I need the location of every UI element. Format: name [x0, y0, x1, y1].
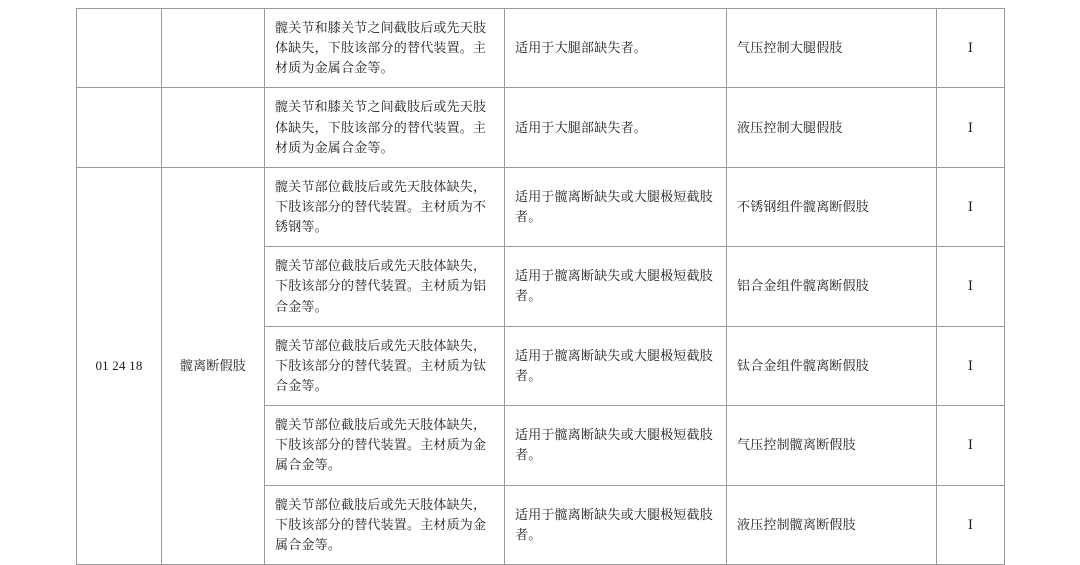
- cell-product: 铝合金组件髋离断假肢: [727, 247, 937, 326]
- cell-category: Ⅰ: [937, 88, 1005, 167]
- cell-product: 气压控制大腿假肢: [727, 9, 937, 88]
- table-row: [77, 88, 1005, 167]
- classification-table-container: [76, 8, 1004, 565]
- cell-name: [162, 88, 265, 167]
- cell-code: [77, 9, 162, 88]
- cell-application: 适用于大腿部缺失者。: [505, 9, 727, 88]
- cell-category: Ⅰ: [937, 167, 1005, 246]
- cell-description: 髋关节部位截肢后或先天肢体缺失，下肢该部分的替代装置。主材质为钛合金等。: [265, 326, 505, 405]
- cell-description: 髋关节部位截肢后或先天肢体缺失，下肢该部分的替代装置。主材质为铝合金等。: [265, 247, 505, 326]
- cell-category: Ⅰ: [937, 406, 1005, 485]
- cell-product: 液压控制大腿假肢: [727, 88, 937, 167]
- cell-category: Ⅰ: [937, 326, 1005, 405]
- cell-description: 髋关节和膝关节之间截肢后或先天肢体缺失，下肢该部分的替代装置。主材质为金属合金等。: [265, 9, 505, 88]
- cell-application: 适用于髋离断缺失或大腿极短截肢者。: [505, 247, 727, 326]
- cell-category: Ⅰ: [937, 9, 1005, 88]
- cell-application: 适用于髋离断缺失或大腿极短截肢者。: [505, 326, 727, 405]
- cell-name-merged: 髋离断假肢: [162, 167, 265, 564]
- cell-application: 适用于大腿部缺失者。: [505, 88, 727, 167]
- cell-product: 不锈钢组件髋离断假肢: [727, 167, 937, 246]
- cell-application: 适用于髋离断缺失或大腿极短截肢者。: [505, 406, 727, 485]
- cell-description: 髋关节和膝关节之间截肢后或先天肢体缺失，下肢该部分的替代装置。主材质为金属合金等。: [265, 88, 505, 167]
- cell-description: 髋关节部位截肢后或先天肢体缺失，下肢该部分的替代装置。主材质为金属合金等。: [265, 406, 505, 485]
- cell-product: 钛合金组件髋离断假肢: [727, 326, 937, 405]
- cell-product: 液压控制髋离断假肢: [727, 485, 937, 564]
- table-row: [77, 167, 1005, 246]
- cell-application: 适用于髋离断缺失或大腿极短截肢者。: [505, 485, 727, 564]
- classification-table: [76, 8, 1005, 565]
- cell-code: [77, 88, 162, 167]
- cell-category: Ⅰ: [937, 485, 1005, 564]
- cell-category: Ⅰ: [937, 247, 1005, 326]
- cell-name: [162, 9, 265, 88]
- cell-application: 适用于髋离断缺失或大腿极短截肢者。: [505, 167, 727, 246]
- cell-description: 髋关节部位截肢后或先天肢体缺失，下肢该部分的替代装置。主材质为金属合金等。: [265, 485, 505, 564]
- cell-code-merged: 01 24 18: [77, 167, 162, 564]
- cell-description: 髋关节部位截肢后或先天肢体缺失，下肢该部分的替代装置。主材质为不锈钢等。: [265, 167, 505, 246]
- cell-product: 气压控制髋离断假肢: [727, 406, 937, 485]
- table-row: [77, 9, 1005, 88]
